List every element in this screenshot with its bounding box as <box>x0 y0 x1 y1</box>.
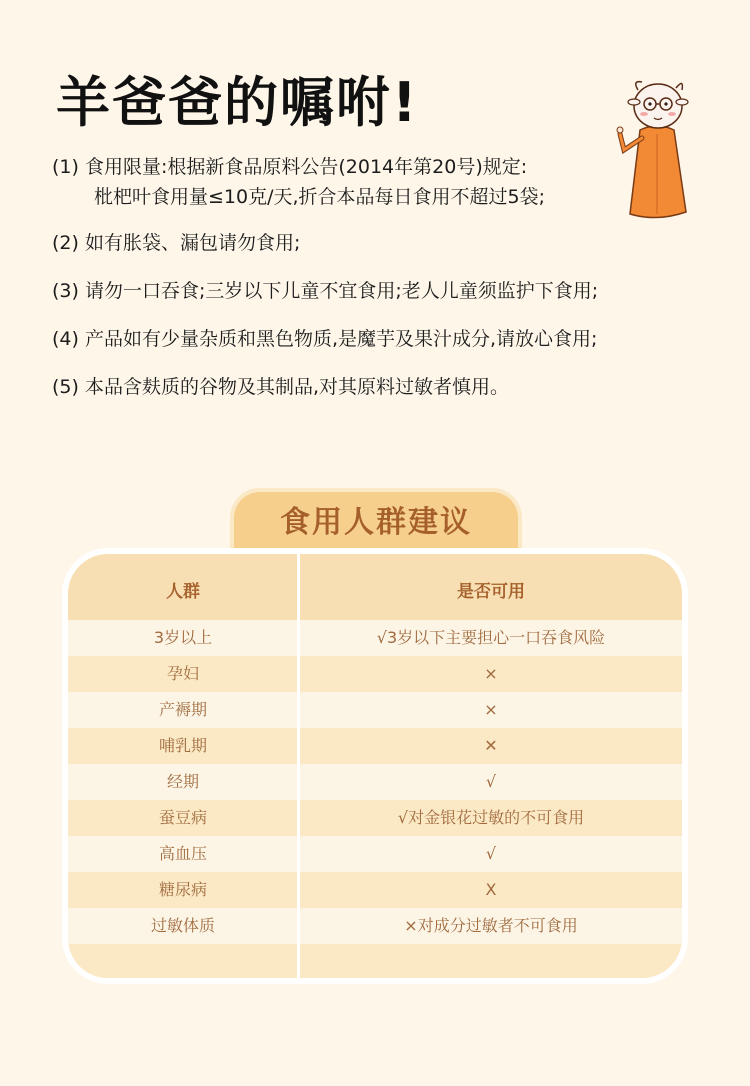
table-row <box>68 764 682 800</box>
cell-usable: ×对成分过敏者不可食用 <box>404 916 578 935</box>
instruction-item-5 <box>52 372 509 402</box>
table-row <box>68 944 682 978</box>
table-row <box>68 836 682 872</box>
cell-population: 蚕豆病 <box>158 808 207 827</box>
instruction-text-continued: 枇杷叶食用量≤10克/天,折合本品每日食用不超过5袋; <box>94 186 546 208</box>
instruction-number: (1) <box>52 156 79 178</box>
cell-usable: √ <box>485 772 497 791</box>
header-population: 人群 <box>166 582 200 602</box>
cell-usable: × <box>484 700 498 719</box>
table-header <box>68 554 682 620</box>
suitability-table <box>68 554 682 978</box>
cell-usable: × <box>484 664 498 683</box>
table-row <box>68 908 682 944</box>
cell-usable: √3岁以下主要担心一口吞食风险 <box>376 628 606 647</box>
cell-population: 3岁以上 <box>153 628 213 647</box>
table-row <box>68 620 682 656</box>
instruction-text: 食用限量:根据新食品原料公告(2014年第20号)规定: <box>84 156 528 178</box>
cell-population: 孕妇 <box>166 664 199 683</box>
cell-population: 经期 <box>166 772 199 791</box>
table-row <box>68 800 682 836</box>
table-row <box>68 692 682 728</box>
instruction-text: 如有胀袋、漏包请勿食用; <box>84 232 301 254</box>
column-divider <box>297 554 300 978</box>
cell-population: 哺乳期 <box>158 736 207 755</box>
cell-population: 过敏体质 <box>150 916 215 935</box>
table-row <box>68 728 682 764</box>
instruction-number: (5) <box>52 376 79 398</box>
cell-usable: ✕ <box>484 736 498 755</box>
table-row <box>68 872 682 908</box>
table-row <box>68 656 682 692</box>
instruction-text: 请勿一口吞食;三岁以下儿童不宜食用;老人儿童须监护下食用; <box>84 280 599 302</box>
page-title: 羊爸爸的嘱咐! <box>56 71 419 134</box>
cell-population: 糖尿病 <box>158 880 207 899</box>
instruction-number: (2) <box>52 232 79 254</box>
instruction-item-4 <box>52 324 597 354</box>
instruction-item-3 <box>52 276 598 306</box>
instruction-text: 本品含麸质的谷物及其制品,对其原料过敏者慎用。 <box>84 376 510 398</box>
section-title: 食用人群建议 <box>234 492 518 562</box>
sheep-mascot-icon <box>612 72 702 222</box>
cell-population: 高血压 <box>158 844 207 863</box>
instruction-item-2 <box>52 228 300 258</box>
cell-usable: √对金银花过敏的不可食用 <box>397 808 585 827</box>
cell-usable: X <box>485 880 497 899</box>
header-usable: 是否可用 <box>457 582 525 602</box>
cell-population: 产褥期 <box>158 700 207 719</box>
cell-usable: √ <box>485 844 497 863</box>
instruction-number: (3) <box>52 280 79 302</box>
instruction-number: (4) <box>52 328 79 350</box>
instruction-item-1 <box>52 152 545 212</box>
instruction-text: 产品如有少量杂质和黑色物质,是魔芋及果汁成分,请放心食用; <box>84 328 598 350</box>
